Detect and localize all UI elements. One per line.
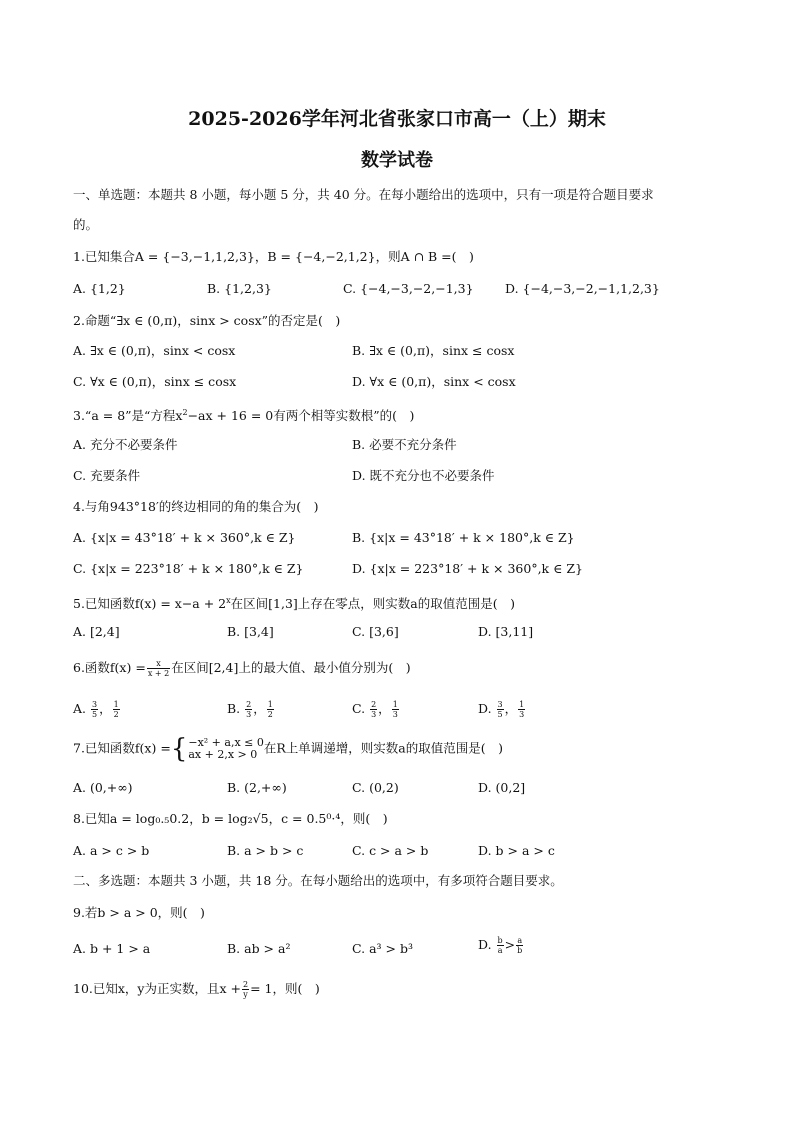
q7-brace: { — [170, 734, 188, 764]
q7-option-d: D. (0,2] — [478, 780, 526, 795]
q6-option-b-frac2 — [267, 700, 274, 719]
q6-option-c — [352, 700, 400, 719]
q3-option-b: B. 必要不充分条件 — [352, 437, 457, 452]
q6-option-d-frac1 — [497, 700, 504, 719]
q6-option-d — [478, 700, 526, 719]
q3-stem-part-b: −ax + 16 = 0有两个相等实数根”的( ) — [187, 408, 415, 424]
q6-a-d2: 2 — [113, 710, 119, 719]
q2-option-a: A. ∃x ∈ (0,π)，sinx < cosx — [73, 343, 236, 358]
question-5-stem — [73, 592, 515, 613]
q6-d-d1: 5 — [497, 710, 503, 719]
q9-option-c: C. a³ > b³ — [352, 941, 413, 956]
q6-b-d1: 3 — [246, 710, 252, 719]
q1-option-a: A. {1,2} — [73, 281, 126, 296]
q10-fraction — [242, 980, 249, 999]
q6-option-b-frac1 — [245, 700, 252, 719]
q4-option-a: A. {x|x = 43°18′ + k × 360°,k ∈ Z} — [73, 530, 296, 545]
q6-fraction — [147, 659, 170, 678]
q6-frac-numerator: x — [147, 659, 170, 669]
q9-option-a: A. b + 1 > a — [73, 941, 151, 956]
q3-option-a: A. 充分不必要条件 — [73, 437, 178, 452]
q5-option-c: C. [3,6] — [352, 624, 399, 639]
q6-d-n2: 1 — [519, 700, 525, 709]
q6-c-d2: 3 — [392, 710, 398, 719]
q9-d-n2: a — [517, 936, 523, 945]
question-1-stem: 1.已知集合A = {−3,−1,1,2,3}，B = {−4,−2,1,2}，则A ∩ B =( ) — [73, 249, 474, 264]
question-2-stem: 2.命题“∃x ∈ (0,π)，sinx > cosx”的否定是( ) — [73, 313, 341, 328]
q9-option-d — [478, 936, 524, 955]
q5-stem-part-a: 5.已知函数f(x) = x−a + 2 — [73, 596, 227, 612]
q6-option-a-label: A. — [73, 701, 87, 716]
question-6-stem — [73, 659, 411, 678]
q6-b-n1: 2 — [246, 700, 252, 709]
q6-option-b-label: B. — [227, 701, 241, 716]
q6-option-c-label: C. — [352, 701, 366, 716]
q6-option-d-label: D. — [478, 701, 492, 716]
q6-stem-part-a: 6.函数f(x) = — [73, 660, 146, 675]
q8-option-d: D. b > a > c — [478, 843, 555, 858]
q9-d-frac2 — [516, 936, 523, 955]
q5-option-b: B. [3,4] — [227, 624, 274, 639]
q9-d-d2: b — [517, 946, 523, 955]
q6-b-n2: 1 — [267, 700, 273, 709]
q7-case-2: ax + 2,x > 0 — [188, 748, 258, 761]
q5-option-a: A. [2,4] — [73, 624, 120, 639]
q9-d-n1: b — [497, 936, 503, 945]
q3-option-d: D. 既不充分也不必要条件 — [352, 468, 495, 483]
q6-d-d2: 3 — [519, 710, 525, 719]
q3-option-c: C. 充要条件 — [73, 468, 141, 483]
q1-option-d: D. {−4,−3,−2,−1,1,2,3} — [505, 281, 660, 296]
q6-option-a-frac1 — [91, 700, 98, 719]
q9-d-frac1 — [497, 936, 504, 955]
q6-d-n1: 3 — [497, 700, 503, 709]
q1-option-c: C. {−4,−3,−2,−1,3} — [343, 281, 474, 296]
q6-d-sep: ， — [504, 701, 518, 716]
q6-option-b — [227, 700, 275, 719]
q1-option-b: B. {1,2,3} — [207, 281, 272, 296]
q7-option-c: C. (0,2) — [352, 780, 399, 795]
q5-option-d: D. [3,11] — [478, 624, 534, 639]
q6-option-c-frac2 — [392, 700, 399, 719]
question-3-stem — [73, 404, 414, 425]
q6-stem-part-b: 在区间[2,4]上的最大值、最小值分别为( ) — [171, 660, 411, 675]
question-7-stem — [73, 736, 503, 762]
q6-option-d-frac2 — [518, 700, 525, 719]
section1-heading-cont: 的。 — [73, 217, 99, 232]
question-9-stem: 9.若b > a > 0，则( ) — [73, 905, 205, 920]
q8-option-a: A. a > c > b — [73, 843, 150, 858]
q6-option-a-frac2 — [113, 700, 120, 719]
q2-option-d: D. ∀x ∈ (0,π)，sinx < cosx — [352, 374, 516, 389]
q8-option-c: C. c > a > b — [352, 843, 429, 858]
q9-d-gt: > — [504, 937, 516, 952]
section1-heading: 一、单选题：本题共 8 小题，每小题 5 分，共 40 分。在每小题给出的选项中，只有一项是符合题目要求 — [73, 187, 654, 202]
q6-c-sep: ， — [378, 701, 391, 716]
exam-title: 2025-2026学年河北省张家口市高一（上）期末 — [188, 108, 606, 130]
q4-option-d: D. {x|x = 223°18′ + k × 360°,k ∈ Z} — [352, 561, 583, 576]
q10-stem-part-b: = 1，则( ) — [250, 981, 320, 996]
q3-stem-part-a: 3.“a = 8”是“方程x — [73, 408, 183, 424]
q7-option-b: B. (2,+∞) — [227, 780, 287, 795]
q7-stem-part-b: 在R上单调递增，则实数a的取值范围是( ) — [263, 740, 503, 756]
question-4-stem: 4.与角943°18′的终边相同的角的集合为( ) — [73, 499, 319, 514]
q7-option-a: A. (0,+∞) — [73, 780, 133, 795]
q2-option-b: B. ∃x ∈ (0,π)，sinx ≤ cosx — [352, 343, 515, 358]
q6-a-n2: 1 — [113, 700, 119, 709]
q7-case-1: −x² + a,x ≤ 0 — [188, 736, 264, 749]
q8-option-b: B. a > b > c — [227, 843, 304, 858]
q6-a-d1: 5 — [92, 710, 98, 719]
q6-option-a — [73, 700, 121, 719]
q2-option-c: C. ∀x ∈ (0,π)，sinx ≤ cosx — [73, 374, 237, 389]
q4-option-c: C. {x|x = 223°18′ + k × 180°,k ∈ Z} — [73, 561, 304, 576]
q6-a-sep: ， — [99, 701, 112, 716]
q10-frac-numerator: 2 — [243, 980, 249, 989]
q5-stem-part-b: 在区间[1,3]上存在零点，则实数a的取值范围是( ) — [230, 596, 515, 612]
q7-stem-part-a: 7.已知函数f(x) = — [73, 740, 171, 756]
q6-c-d1: 3 — [371, 710, 377, 719]
q3-exponent: 2 — [182, 408, 188, 417]
q6-b-d2: 2 — [267, 710, 273, 719]
q6-b-sep: ， — [253, 701, 266, 716]
q10-frac-denominator: y — [243, 990, 248, 999]
q5-exponent: x — [226, 596, 231, 605]
q6-c-n2: 1 — [392, 700, 398, 709]
q7-piecewise-cases — [188, 737, 264, 761]
section2-heading: 二、多选题：本题共 3 小题，共 18 分。在每小题给出的选项中，有多项符合题目要求。 — [73, 873, 563, 888]
question-8-stem: 8.已知a = log₀.₅0.2，b = log₂√5，c = 0.5⁰·⁴，则( ) — [73, 811, 388, 826]
q10-stem-part-a: 10.已知x，y为正实数，且x + — [73, 981, 241, 996]
q9-option-b: B. ab > a² — [227, 941, 291, 956]
q6-a-n1: 3 — [92, 700, 98, 709]
q6-frac-denominator: x + 2 — [147, 669, 170, 678]
q9-d-d1: a — [497, 946, 503, 955]
q9-option-d-label: D. — [478, 937, 492, 952]
exam-subtitle: 数学试卷 — [361, 150, 433, 171]
q6-option-c-frac1 — [370, 700, 377, 719]
q6-c-n1: 2 — [371, 700, 377, 709]
question-10-stem — [73, 980, 320, 999]
q4-option-b: B. {x|x = 43°18′ + k × 180°,k ∈ Z} — [352, 530, 575, 545]
